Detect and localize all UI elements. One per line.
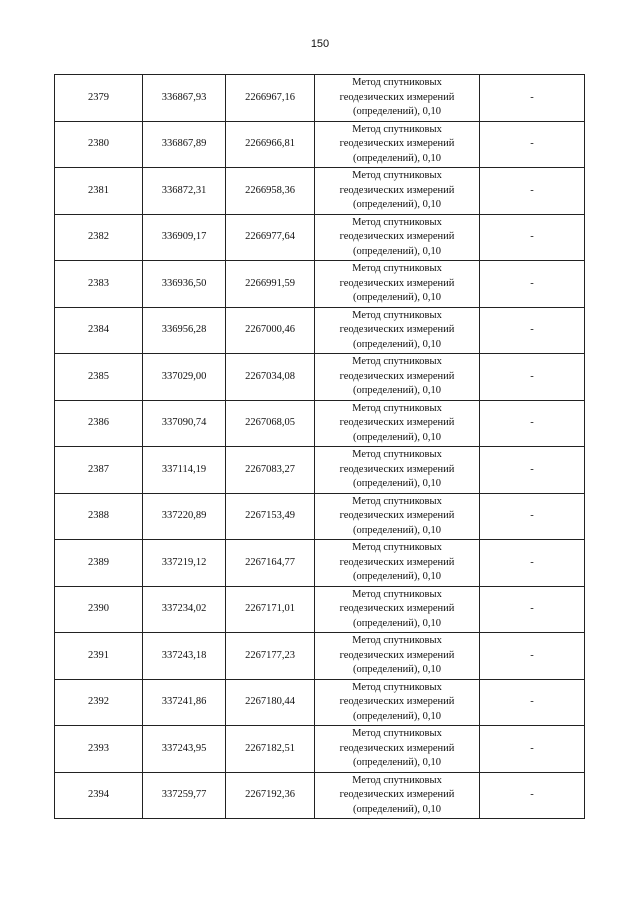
description-cell: - [480,121,585,168]
method-cell [315,586,480,633]
method-line: геодезических измерений [339,603,455,614]
method-cell [315,121,480,168]
description-cell: - [480,633,585,680]
method-line: (определений), 0,10 [352,431,442,443]
point-number-cell: 2381 [55,168,143,215]
method-line: Метод спутниковых [352,402,442,414]
description-cell: - [480,586,585,633]
y-coordinate-cell: 2267177,23 [226,633,315,680]
y-coordinate-cell: 2267083,27 [226,447,315,494]
y-coordinate-cell: 2266967,16 [226,75,315,122]
description-cell: - [480,679,585,726]
y-coordinate-cell: 2267171,01 [226,586,315,633]
table-row [55,679,585,726]
y-coordinate-cell: 2266966,81 [226,121,315,168]
x-coordinate-cell: 336867,93 [143,75,226,122]
y-coordinate-cell: 2266991,59 [226,261,315,308]
description-cell: - [480,400,585,447]
method-line: геодезических измерений [339,649,455,661]
method-line: (определений), 0,10 [352,385,442,396]
method-cell [315,214,480,261]
x-coordinate-cell: 336867,89 [143,121,226,168]
table-row [55,354,585,401]
description-cell: - [480,75,585,122]
y-coordinate-cell: 2266958,36 [226,168,315,215]
method-line: (определений), 0,10 [352,617,442,629]
method-line: Метод спутниковых [352,774,442,786]
y-coordinate-cell: 2267000,46 [226,307,315,354]
table-row [55,261,585,308]
method-line: геодезических измерений [339,370,455,382]
x-coordinate-cell: 336909,17 [143,214,226,261]
method-line: (определений), 0,10 [352,757,442,768]
point-number-cell: 2391 [55,633,143,680]
point-number-cell: 2387 [55,447,143,494]
method-line: геодезических измерений [339,789,455,800]
description-cell: - [480,261,585,308]
point-number-cell: 2389 [55,540,143,587]
description-cell: - [480,447,585,494]
x-coordinate-cell: 336956,28 [143,307,226,354]
method-line: геодезических измерений [339,184,455,196]
method-cell [315,354,480,401]
y-coordinate-cell: 2266977,64 [226,214,315,261]
table-row [55,447,585,494]
description-cell: - [480,354,585,401]
point-number-cell: 2380 [55,121,143,168]
method-line: (определений), 0,10 [352,478,442,489]
method-line: (определений), 0,10 [352,571,442,582]
y-coordinate-cell: 2267164,77 [226,540,315,587]
y-coordinate-cell: 2267068,05 [226,400,315,447]
method-line: геодезических измерений [339,324,455,335]
method-line: Метод спутниковых [352,77,442,88]
point-number-cell: 2383 [55,261,143,308]
method-line: геодезических измерений [339,91,455,103]
description-cell: - [480,726,585,773]
method-line: (определений), 0,10 [352,245,442,257]
method-line: Метод спутниковых [352,635,442,646]
table-row [55,633,585,680]
table-row [55,540,585,587]
method-cell [315,400,480,447]
description-cell: - [480,493,585,540]
method-line: Метод спутниковых [352,449,442,460]
method-line: Метод спутниковых [352,542,442,553]
description-cell: - [480,772,585,819]
coordinates-table-body [55,75,585,819]
description-cell: - [480,168,585,215]
table-row [55,726,585,773]
method-line: Метод спутниковых [352,728,442,739]
method-cell [315,772,480,819]
x-coordinate-cell: 337243,18 [143,633,226,680]
y-coordinate-cell: 2267180,44 [226,679,315,726]
method-line: (определений), 0,10 [352,106,442,117]
method-line: (определений), 0,10 [352,338,442,350]
y-coordinate-cell: 2267034,08 [226,354,315,401]
table-row [55,400,585,447]
method-line: геодезических измерений [339,463,455,475]
description-cell: - [480,214,585,261]
method-line: геодезических измерений [339,742,455,754]
point-number-cell: 2393 [55,726,143,773]
description-cell: - [480,307,585,354]
description-cell: - [480,540,585,587]
method-line: Метод спутниковых [352,216,442,228]
method-line: Метод спутниковых [352,170,442,181]
table-row [55,214,585,261]
y-coordinate-cell: 2267182,51 [226,726,315,773]
method-cell [315,726,480,773]
method-cell [315,633,480,680]
x-coordinate-cell: 336872,31 [143,168,226,215]
method-line: (определений), 0,10 [352,710,442,722]
point-number-cell: 2386 [55,400,143,447]
method-line: геодезических измерений [339,231,455,242]
x-coordinate-cell: 337243,95 [143,726,226,773]
point-number-cell: 2388 [55,493,143,540]
x-coordinate-cell: 337220,89 [143,493,226,540]
method-line: (определений), 0,10 [352,524,442,536]
method-cell [315,447,480,494]
method-line: (определений), 0,10 [352,292,442,303]
method-line: геодезических измерений [339,510,455,521]
method-line: геодезических измерений [339,277,455,289]
point-number-cell: 2384 [55,307,143,354]
point-number-cell: 2390 [55,586,143,633]
method-line: Метод спутниковых [352,495,442,507]
method-cell [315,540,480,587]
method-cell [315,307,480,354]
method-cell [315,679,480,726]
table-row [55,493,585,540]
method-line: геодезических измерений [339,696,455,707]
method-line: геодезических измерений [339,417,455,428]
method-line: Метод спутниковых [352,681,442,693]
method-cell [315,493,480,540]
y-coordinate-cell: 2267153,49 [226,493,315,540]
point-number-cell: 2394 [55,772,143,819]
page-number: 150 [310,38,330,50]
method-line: (определений), 0,10 [352,152,442,164]
y-coordinate-cell: 2267192,36 [226,772,315,819]
table-row [55,121,585,168]
x-coordinate-cell: 337259,77 [143,772,226,819]
point-number-cell: 2382 [55,214,143,261]
table-row [55,772,585,819]
coordinates-table [54,74,585,819]
point-number-cell: 2379 [55,75,143,122]
x-coordinate-cell: 336936,50 [143,261,226,308]
method-line: Метод спутниковых [352,356,442,367]
x-coordinate-cell: 337114,19 [143,447,226,494]
method-line: Метод спутниковых [352,588,442,600]
x-coordinate-cell: 337241,86 [143,679,226,726]
method-line: (определений), 0,10 [352,664,442,675]
method-line: (определений), 0,10 [352,803,442,815]
table-row [55,307,585,354]
method-line: (определений), 0,10 [352,199,442,210]
x-coordinate-cell: 337029,00 [143,354,226,401]
table-row [55,168,585,215]
method-cell [315,75,480,122]
table-row [55,586,585,633]
method-line: Метод спутниковых [352,309,442,321]
table-row [55,75,585,122]
method-line: геодезических измерений [339,556,455,568]
method-cell [315,261,480,308]
point-number-cell: 2392 [55,679,143,726]
x-coordinate-cell: 337234,02 [143,586,226,633]
method-line: Метод спутниковых [352,123,442,135]
x-coordinate-cell: 337090,74 [143,400,226,447]
method-line: Метод спутниковых [352,263,442,274]
method-line: геодезических измерений [339,138,455,149]
method-cell [315,168,480,215]
x-coordinate-cell: 337219,12 [143,540,226,587]
point-number-cell: 2385 [55,354,143,401]
